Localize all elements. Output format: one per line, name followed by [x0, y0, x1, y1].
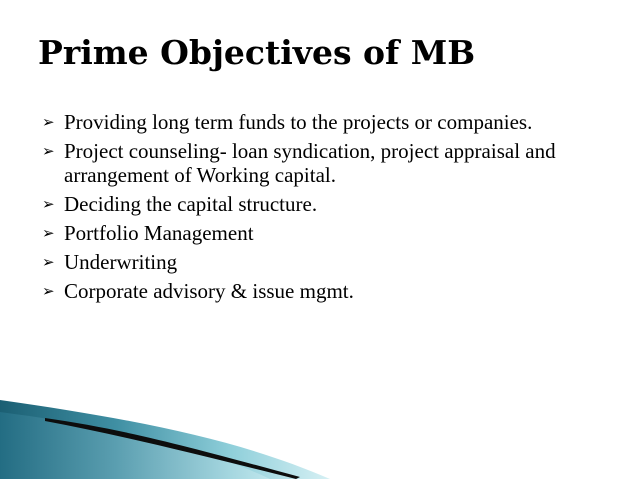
- slide-title: Prime Objectives of MB: [38, 33, 476, 72]
- bullet-text: Providing long term funds to the projects or companies.: [64, 110, 533, 134]
- bullet-item: [42, 221, 622, 245]
- wave-highlight: [0, 412, 270, 479]
- bullet-item: [42, 192, 622, 216]
- bullet-item: [42, 139, 622, 187]
- bullet-text: Deciding the capital structure.: [64, 192, 318, 216]
- bullet-item: [42, 279, 622, 303]
- arrow-bullet-icon: ➢: [42, 142, 55, 160]
- bullet-list: [42, 110, 622, 308]
- arrow-bullet-icon: ➢: [42, 195, 55, 213]
- arrow-bullet-icon: ➢: [42, 282, 55, 300]
- bullet-text: Project counseling- loan syndication, project appraisal and arrangement of Working capital.: [64, 139, 556, 187]
- bullet-text: Corporate advisory & issue mgmt.: [64, 279, 354, 303]
- bullet-text: Portfolio Management: [64, 221, 254, 245]
- bullet-item: [42, 110, 622, 134]
- arrow-bullet-icon: ➢: [42, 253, 55, 271]
- bullet-text: Underwriting: [64, 250, 178, 274]
- bullet-item: [42, 250, 622, 274]
- wave-shape: [0, 400, 330, 479]
- accent-stroke: [45, 418, 300, 479]
- arrow-bullet-icon: ➢: [42, 113, 55, 131]
- arrow-bullet-icon: ➢: [42, 224, 55, 242]
